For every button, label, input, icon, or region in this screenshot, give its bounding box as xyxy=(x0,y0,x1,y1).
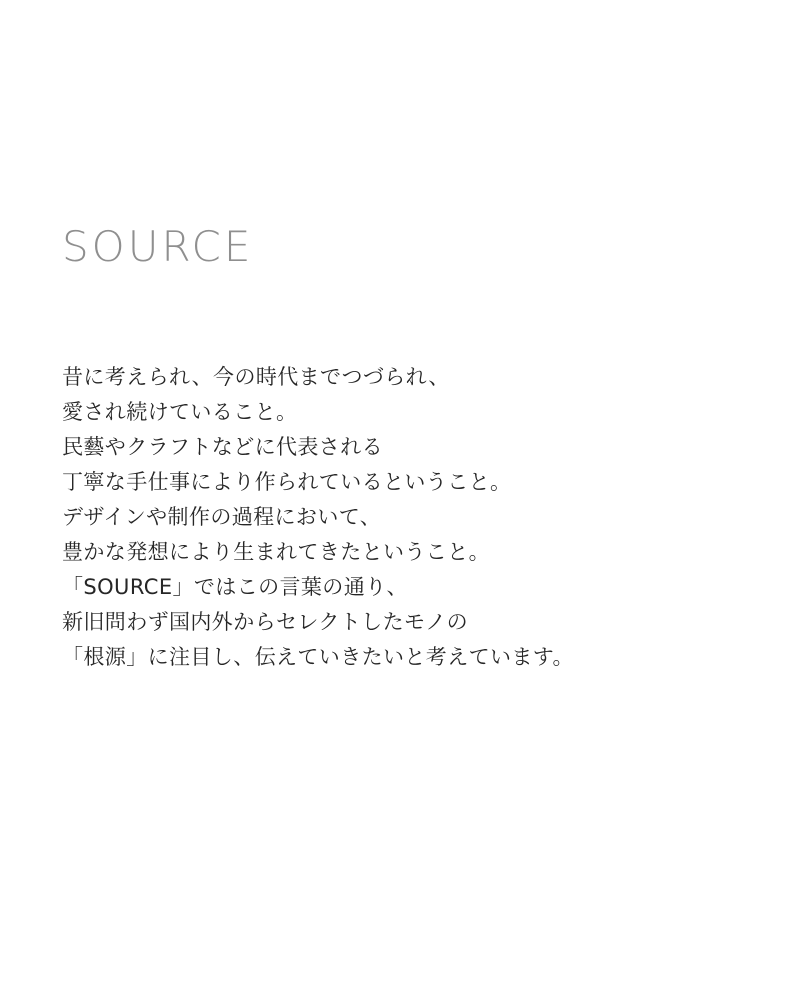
statement-line: 丁寧な手仕事により作られているということ。 xyxy=(62,470,512,494)
statement-line: 民藝やクラフトなどに代表される xyxy=(62,435,383,459)
statement-line: 「根源」に注目し、伝えていきたいと考えています。 xyxy=(62,645,574,669)
statement-line: 「SOURCE」ではこの言葉の通り、 xyxy=(62,575,408,599)
brand-statement xyxy=(62,360,752,675)
statement-line: 豊かな発想により生まれてきたということ。 xyxy=(62,540,490,564)
statement-line: 新旧問わず国内外からセレクトしたモノの xyxy=(62,610,468,634)
statement-line: 昔に考えられ、今の時代までつづられ、 xyxy=(62,365,450,389)
statement-line: デザインや制作の過程において、 xyxy=(62,505,382,529)
statement-line: 愛され続けていること。 xyxy=(62,400,298,424)
page-title: SOURCE xyxy=(62,222,254,272)
